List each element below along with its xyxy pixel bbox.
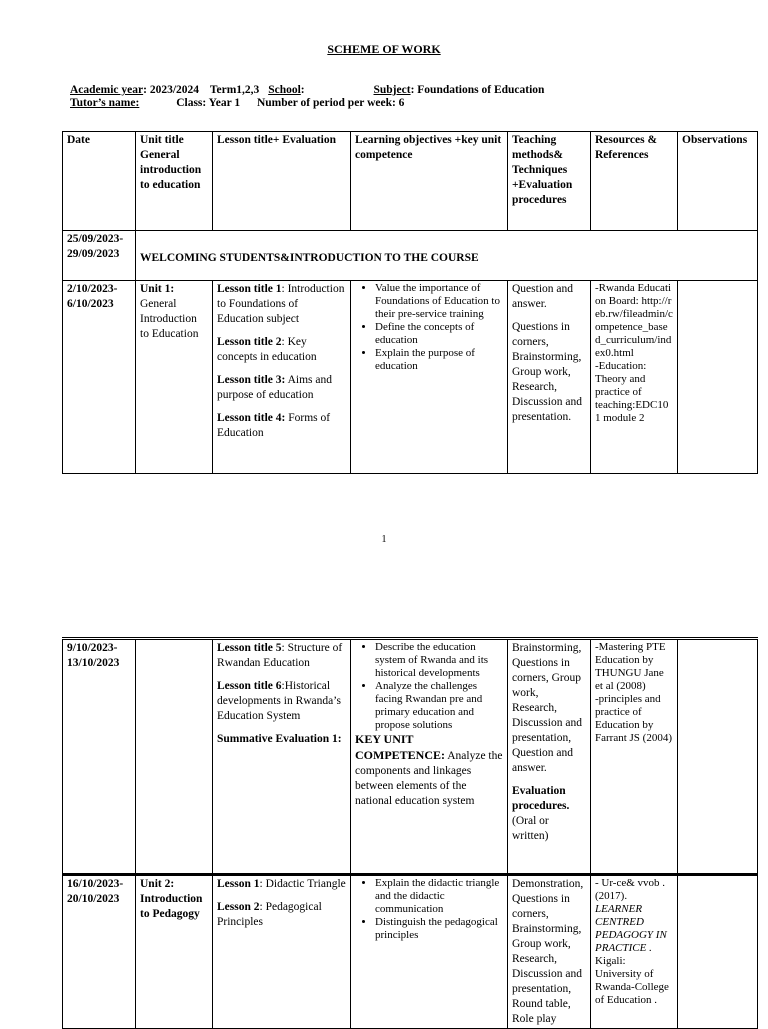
resource-item: - Ur-ce& vvob . (2017). [595, 877, 666, 902]
header-lesson-title: Lesson title+ Evaluation [213, 132, 351, 231]
lesson-text: : Introduction to Foundations of Education subject [217, 283, 345, 325]
lesson-label: Lesson title 1 [217, 283, 282, 295]
observations-cell [678, 281, 758, 474]
class: Class: Year 1 [176, 97, 241, 109]
resource-item: -Education: Theory and practice of teaching:EDC101 module 2 [595, 360, 669, 424]
subject-value: : Foundations of Education [410, 84, 545, 96]
resources-cell [591, 875, 678, 1029]
date-cell: 25/09/2023-29/09/2023 [63, 231, 136, 281]
objective-item: • Value the importance of Foundations of Education to their pre-service training [375, 282, 503, 321]
academic-year-value: : 2023/2024 [143, 84, 200, 96]
resource-item: -principles and practice of Education by Farrant JS (2004) [595, 693, 672, 744]
unit-cell: Unit 2: Introduction to Pedagogy [136, 875, 213, 1029]
resource-item: -Rwanda Education Board: http://reb.rw/fileadmin/competence_based_curriculum/index0.html [595, 282, 673, 359]
lesson-label: Lesson title 4: [217, 412, 286, 424]
resources-cell [591, 281, 678, 474]
school-label: School [268, 84, 301, 96]
objective-item: • Define the concepts of education [375, 321, 503, 347]
unit-cell [136, 281, 213, 474]
date-cell: 16/10/2023-20/10/2023 [63, 875, 136, 1029]
objective-item: • Describe the education system of Rwanda and its historical developments [375, 641, 503, 680]
tutor-label: Tutor’s name: [70, 97, 140, 109]
meta-line-1 [70, 84, 544, 97]
lesson-text: : Didactic Triangle [259, 878, 346, 890]
header-teaching-methods: Teaching methods& Techniques +Evaluation procedures [508, 132, 591, 231]
resources-cell [591, 639, 678, 875]
observations-cell [678, 639, 758, 875]
objective-item: • Analyze the challenges facing Rwandan pre and primary education and propose solutions [375, 680, 503, 732]
term: Term1,2,3 [209, 84, 260, 96]
lesson-text: :Historical developments in Rwanda’s Education System [217, 680, 341, 722]
lesson-text: : Key concepts in education [217, 336, 317, 363]
lesson-cell [213, 639, 351, 875]
lesson-text: Aims and purpose of education [217, 374, 332, 401]
lesson-label: Lesson title 2 [217, 336, 282, 348]
scheme-table-page-1 [62, 131, 758, 474]
unit-number: Unit 1: [140, 283, 175, 295]
methods-cell: Demonstration, Questions in corners, Brainstorming, Group work, Research, Discussion and presentation, Round table, Role play [508, 875, 591, 1029]
methods-text: Brainstorming, Questions in corners, Group work, Research, Discussion and presentation, Question and answer. [512, 642, 582, 774]
objectives-cell [351, 639, 508, 875]
unit-title: General Introduction to Education [140, 298, 199, 340]
resource-item: LEARNER CENTRED PEDAGOGY IN PRACTICE . [595, 903, 667, 954]
lesson-label: Lesson title 3: [217, 374, 286, 386]
meta-line-2 [70, 97, 404, 110]
key-unit-competence-text: Analyze the components and linkages between elements of the national education system [355, 750, 503, 807]
lesson-cell [213, 281, 351, 474]
date-cell: 9/10/2023-13/10/2023 [63, 639, 136, 875]
table-row [63, 231, 758, 281]
objective-item: • Explain the didactic triangle and the didactic communication [375, 877, 503, 916]
methods-cell [508, 281, 591, 474]
objectives-cell [351, 281, 508, 474]
evaluation-procedures-text: (Oral or written) [512, 815, 549, 842]
lesson-label: Lesson title 5 [217, 642, 282, 654]
header-learning-objectives: Learning objectives +key unit competence [351, 132, 508, 231]
lesson-text: : Structure of Rwandan Education [217, 642, 343, 669]
lesson-label: Lesson 2 [217, 901, 260, 913]
header-unit-title: Unit title General introduction to education [136, 132, 213, 231]
header-observations: Observations [678, 132, 758, 231]
summative-evaluation: Summative Evaluation 1: [217, 733, 342, 745]
lesson-text: Forms of Education [217, 412, 331, 439]
objectives-cell [351, 875, 508, 1029]
resource-item: -Mastering PTE Education by THUNGU Jane et al (2008) [595, 641, 666, 692]
table-row [63, 639, 758, 875]
header-date: Date [63, 132, 136, 231]
welcome-banner: WELCOMING STUDENTS&INTRODUCTION TO THE COURSE [136, 231, 758, 281]
observations-cell [678, 875, 758, 1029]
document-title: SCHEME OF WORK [327, 42, 441, 56]
resource-item: Kigali: University of Rwanda-College of Education . [595, 955, 669, 1006]
periods-per-week: Number of period per week: 6 [256, 97, 405, 109]
academic-year-label: Academic year [70, 84, 144, 96]
header-row [63, 132, 758, 231]
scheme-table-page-2 [62, 637, 758, 1029]
unit-cell [136, 639, 213, 875]
objective-item: • Explain the purpose of education [375, 347, 503, 373]
key-unit-competence-label: KEY UNIT COMPETENCE: [355, 732, 445, 762]
methods-cell [508, 639, 591, 875]
table-row [63, 281, 758, 474]
subject-label: Subject [373, 84, 411, 96]
lesson-text: : Pedagogical Principles [217, 901, 322, 928]
school-value: : [300, 84, 305, 96]
date-cell: 2/10/2023-6/10/2023 [63, 281, 136, 474]
page-number: 1 [381, 534, 387, 545]
lesson-cell [213, 875, 351, 1029]
objective-item: • Distinguish the pedagogical principles [375, 916, 503, 942]
lesson-label: Lesson title 6 [217, 680, 282, 692]
methods-text: Questions in corners, Brainstorming, Group work, Research, Discussion and presentation. [512, 321, 582, 423]
methods-text: Question and answer. [512, 283, 574, 310]
table-row [63, 875, 758, 1029]
header-resources: Resources & References [591, 132, 678, 231]
lesson-label: Lesson 1 [217, 878, 260, 890]
evaluation-procedures-label: Evaluation procedures. [512, 785, 570, 812]
